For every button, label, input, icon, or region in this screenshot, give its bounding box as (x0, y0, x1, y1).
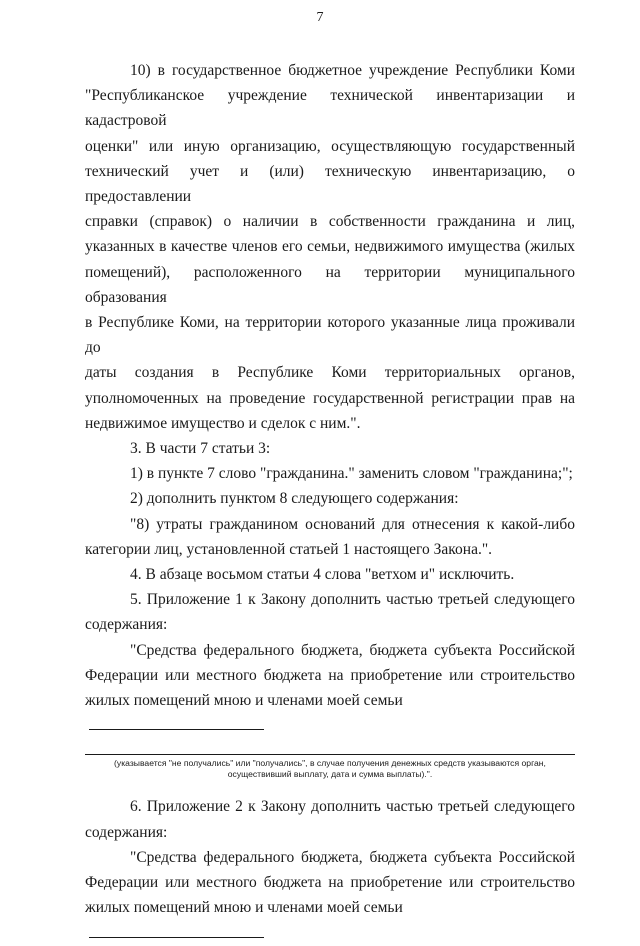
item-3-2: 2) дополнить пунктом 8 следующего содержания: (130, 490, 459, 508)
para-10-line: уполномоченных на проведение государственной регистрации прав на (85, 389, 575, 407)
document-body (85, 58, 575, 946)
item-6-quote-last (85, 895, 575, 945)
item-4: 4. В абзаце восьмом статьи 4 слова "ветхом и" исключить. (130, 566, 515, 584)
para-10-line: даты создания в Республике Коми территориальных органов, (85, 364, 575, 382)
para-10-line: помещений), расположенного на территории муниципального образования (85, 263, 575, 306)
footnote (85, 758, 575, 780)
footnote-line: осуществивший выплату, дата и сумма выплаты).". (227, 769, 433, 780)
para-10-line: технический учет и (или) техническую инвентаризацию, о предоставлении (85, 162, 575, 206)
item-3: 3. В части 7 статьи 3: (130, 440, 271, 458)
item-3-quote-line: "8) утраты гражданином оснований для отнесения к какой-либо (130, 515, 575, 533)
item-6-line: содержания: (85, 823, 168, 841)
page-number: 7 (316, 10, 324, 25)
item-5-quote-line: "Средства федерального бюджета, бюджета субъекта Российской (130, 641, 575, 659)
footnote-line: (указывается "не получались" или "получались", в случае получения денежных средств указываются орган, (114, 758, 546, 769)
fill-in-line (89, 728, 264, 730)
fill-in-line (89, 936, 264, 938)
item-6-quote-text: жилых помещений мною и членами моей семьи (85, 899, 403, 917)
item-5-quote-text: жилых помещений мною и членами моей семьи (85, 692, 403, 710)
item-6-line: 6. Приложение 2 к Закону дополнить частью третьей следующего (130, 798, 575, 816)
item-6-quote-line: "Средства федерального бюджета, бюджета субъекта Российской (130, 848, 575, 866)
para-10-line: указанных в качестве членов его семьи, недвижимого имущества (жилых (85, 238, 575, 256)
para-10-line: оценки" или иную организацию, осуществляющую государственный (85, 137, 575, 155)
item-3-quote-line: категории лиц, установленной статьей 1 настоящего Закона.". (85, 540, 493, 558)
para-10-line: "Республиканское учреждение технической инвентаризации и кадастровой (85, 87, 575, 130)
item-6-quote-line: Федерации или местного бюджета на приобретение или строительство (85, 874, 575, 892)
para-10-line: 10) в государственное бюджетное учреждение Республики Коми (130, 62, 575, 79)
para-10-line: справки (справок) о наличии в собственности гражданина и лиц, (85, 213, 575, 231)
item-5-line: содержания: (85, 616, 168, 634)
item-5-quote-line: Федерации или местного бюджета на приобретение или строительство (85, 666, 575, 684)
para-10-line: в Республике Коми, на территории которого указанные лица проживали до (85, 314, 575, 357)
footnote-rule (85, 754, 575, 755)
item-5-line: 5. Приложение 1 к Закону дополнить частью третьей следующего (130, 591, 575, 609)
item-5-quote-last (85, 688, 575, 738)
item-3-1: 1) в пункте 7 слово "гражданина." заменить словом "гражданина;"; (130, 465, 573, 483)
para-10-line: недвижимое имущество и сделок с ним.". (85, 414, 361, 432)
